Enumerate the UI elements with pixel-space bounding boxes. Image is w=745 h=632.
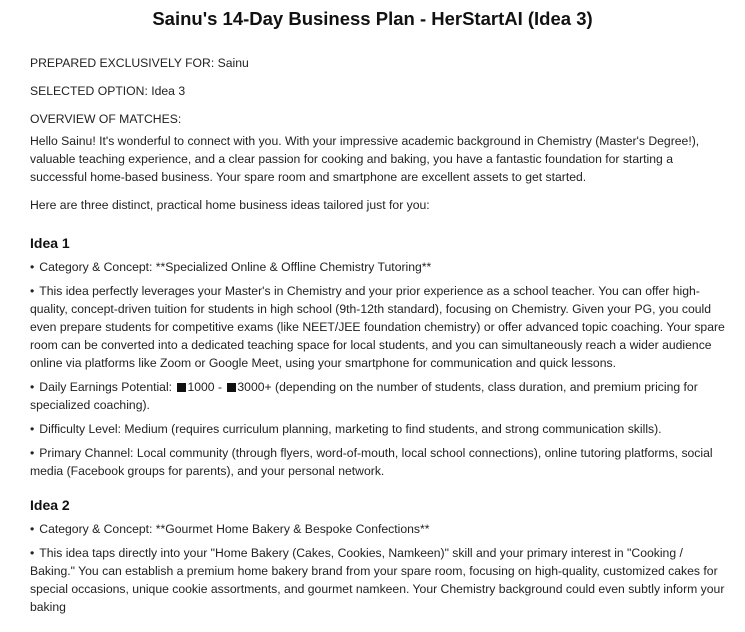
idea-1-earnings-high: 3000+ (depending on the number of students, class duration, and premium pricing for specialized coaching). — [30, 380, 698, 412]
missing-glyph-icon — [227, 383, 236, 392]
missing-glyph-icon — [177, 383, 186, 392]
idea-1-category — [30, 258, 730, 276]
idea-1-channel-text: Primary Channel: Local community (through flyers, word-of-mouth, local school connections), online tutoring platforms, social media (Facebook groups for parents), and your personal network. — [30, 446, 713, 478]
idea-1-channel — [30, 444, 730, 480]
idea-1-earnings-low: 1000 - — [187, 380, 226, 394]
idea-2-description-text: This idea taps directly into your "Home Bakery (Cakes, Cookies, Namkeen)" skill and your primary interest in "Cooking / Baking." You can establish a premium home bakery brand from your spare room, focusing on high-quality, customized cakes for special occasions, unique cookie assortments, and gourmet namkeen. Your Chemistry background could even subtly inform your baking — [30, 546, 725, 614]
bullet-icon: • — [30, 522, 35, 536]
idea-1-description-text: This idea perfectly leverages your Master's in Chemistry and your prior experience as a school teacher. You can offer high-quality, concept-driven tuition for students in high school (9th-12th standard), focusing on Chemistry. Given your PG, you could even prepare students for competitive exams (like NEET/JEE foundation chemistry) or offer advanced topic coaching. Your spare room can be converted into a dedicated teaching space for local students, and you can simultaneously reach a wider audience online via platforms like Zoom or Google Meet, using your smartphone for communication and quick lessons. — [30, 284, 725, 370]
idea-1-category-text: Category & Concept: **Specialized Online & Offline Chemistry Tutoring** — [39, 260, 432, 274]
document-body — [30, 54, 730, 632]
bullet-icon: • — [30, 284, 35, 298]
idea-2-section — [30, 496, 730, 616]
idea-1-description — [30, 282, 730, 372]
overview-label: OVERVIEW OF MATCHES: — [30, 112, 182, 126]
bullet-icon: • — [30, 546, 35, 560]
intro-paragraph: Hello Sainu! It's wonderful to connect with you. With your impressive academic background in Chemistry (Master's Degree!), valuable teaching experience, and a clear passion for cooking and baking, you have a fantastic foundation for starting a successful home-based business. Your spare room and smartphone are excellent assets to get started. — [30, 134, 700, 184]
intro-paragraph-2: Here are three distinct, practical home business ideas tailored just for you: — [30, 198, 430, 212]
selected-option: SELECTED OPTION: Idea 3 — [30, 84, 186, 98]
idea-2-description — [30, 544, 730, 616]
idea-1-heading: Idea 1 — [30, 235, 70, 251]
idea-1-difficulty-text: Difficulty Level: Medium (requires curriculum planning, marketing to find students, and strong communication skills). — [39, 422, 662, 436]
bullet-icon: • — [30, 446, 35, 460]
idea-2-category-text: Category & Concept: **Gourmet Home Bakery & Bespoke Confections** — [39, 522, 430, 536]
bullet-icon: • — [30, 380, 35, 394]
idea-1-section — [30, 234, 730, 480]
bullet-icon: • — [30, 260, 35, 274]
document-title: Sainu's 14-Day Business Plan - HerStartAI (Idea 3) — [152, 8, 593, 29]
idea-2-category — [30, 520, 730, 538]
prepared-for: PREPARED EXCLUSIVELY FOR: Sainu — [30, 56, 249, 70]
idea-1-difficulty — [30, 420, 730, 438]
idea-1-earnings-prefix: Daily Earnings Potential: — [39, 380, 176, 394]
bullet-icon: • — [30, 422, 35, 436]
idea-1-earnings — [30, 378, 730, 414]
idea-2-heading: Idea 2 — [30, 497, 70, 513]
